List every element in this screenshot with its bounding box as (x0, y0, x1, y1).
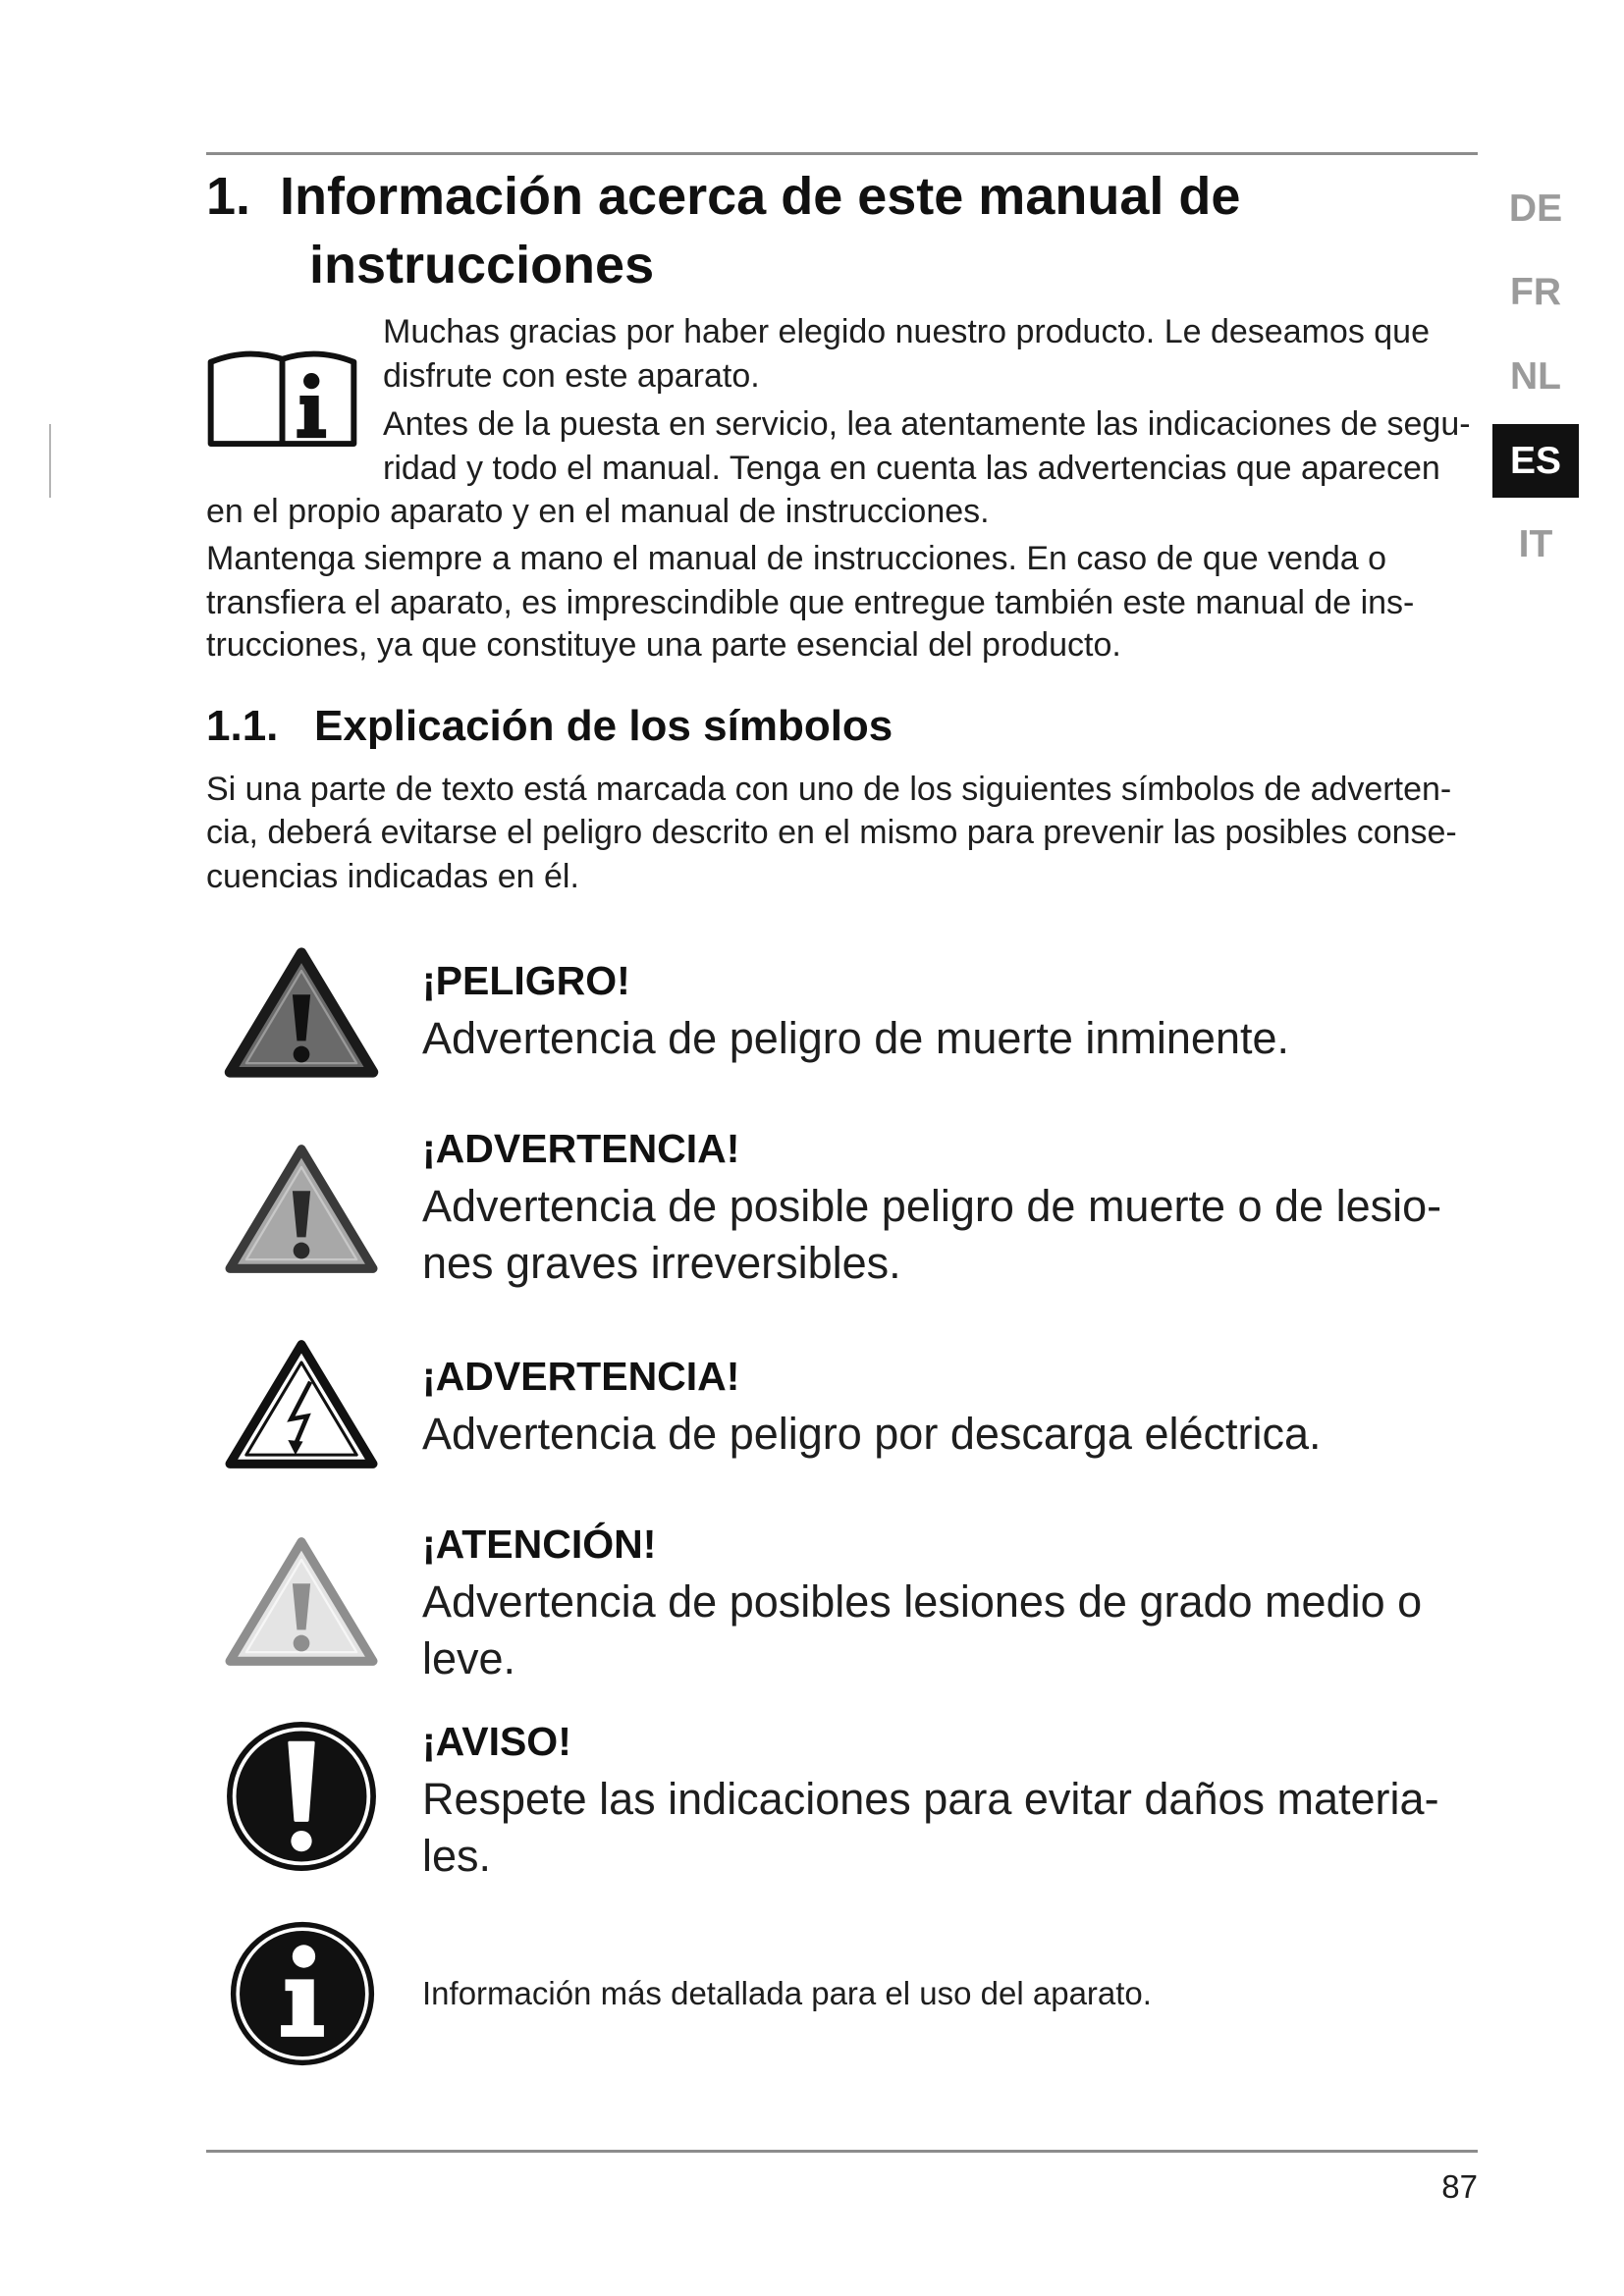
intro-line: Mantenga siempre a mano el manual de instrucciones. En caso de que venda o (206, 540, 1387, 577)
intro-line: Muchas gracias por haber elegido nuestro producto. Le deseamos que (383, 313, 1431, 350)
lang-tab-nl: NL (1510, 355, 1561, 398)
intro-line: transfiera el aparato, es imprescindible que entregue también este manual de ins- (206, 584, 1415, 621)
crop-mark (49, 424, 51, 498)
section-number: 1. (206, 167, 251, 226)
lang-tab-it: IT (1518, 523, 1553, 565)
symbol-text (422, 1515, 1422, 1687)
symbol-description: Información más detallada para el uso del aparato. (422, 1975, 1152, 2011)
symbol-title: ¡PELIGRO! (422, 958, 630, 1003)
symbol-text (422, 1119, 1441, 1292)
lang-tab-es: ES (1492, 424, 1579, 498)
symbol-title: ¡AVISO! (422, 1719, 571, 1764)
symbol-title: ¡ADVERTENCIA! (422, 1354, 740, 1399)
symbol-description: Advertencia de posible peligro de muerte o de lesio- (422, 1181, 1442, 1231)
symbol-text (422, 951, 1289, 1067)
section-title-line-2: instrucciones (309, 236, 655, 294)
intro-line: en el propio aparato y en el manual de instrucciones. (206, 493, 990, 530)
symbol-description: Advertencia de peligro de muerte inminente. (422, 1013, 1290, 1063)
symbol-text (422, 1972, 1152, 2015)
symbol-description: les. (422, 1831, 492, 1881)
section-title-line-1: Información acerca de este manual de (280, 167, 1241, 226)
subsection-line: Si una parte de texto está marcada con uno de los siguientes símbolos de adverten- (206, 771, 1452, 808)
intro-line: trucciones, ya que constituye una parte esencial del producto. (206, 626, 1121, 664)
subsection-line: cia, deberá evitarse el peligro descrito en el mismo para prevenir las posibles conse- (206, 814, 1457, 851)
symbol-description: Respete las indicaciones para evitar daños materia- (422, 1774, 1439, 1824)
symbol-description: leve. (422, 1633, 516, 1683)
intro-line: ridad y todo el manual. Tenga en cuenta las advertencias que aparecen (383, 450, 1440, 487)
bottom-rule (206, 2150, 1478, 2153)
subsection-number: 1.1. (206, 702, 279, 750)
symbol-description: Advertencia de posibles lesiones de grado medio o (422, 1576, 1423, 1627)
warning-triangle-icon (224, 1142, 379, 1276)
danger-triangle-icon (224, 945, 379, 1080)
electric-shock-triangle-icon (224, 1337, 379, 1471)
symbol-text (422, 1712, 1439, 1885)
intro-line: disfrute con este aparato. (383, 357, 760, 395)
page-number: 87 (1441, 2168, 1478, 2205)
lang-tab-de: DE (1508, 187, 1563, 230)
subsection-line: cuencias indicadas en él. (206, 858, 579, 895)
symbol-text (422, 1347, 1322, 1463)
notice-exclamation-circle-icon (224, 1719, 379, 1874)
symbol-title: ¡ATENCIÓN! (422, 1522, 657, 1567)
manual-info-book-icon (206, 342, 358, 450)
intro-line: Antes de la puesta en servicio, lea atentamente las indicaciones de segu- (383, 405, 1471, 443)
subsection-title: Explicación de los símbolos (314, 702, 893, 750)
top-rule (206, 152, 1478, 155)
caution-triangle-icon (224, 1534, 379, 1669)
info-circle-icon (228, 1919, 377, 2068)
lang-tab-fr: FR (1510, 271, 1561, 313)
symbol-title: ¡ADVERTENCIA! (422, 1126, 740, 1171)
symbol-description: nes graves irreversibles. (422, 1238, 901, 1288)
symbol-description: Advertencia de peligro por descarga eléctrica. (422, 1409, 1322, 1459)
